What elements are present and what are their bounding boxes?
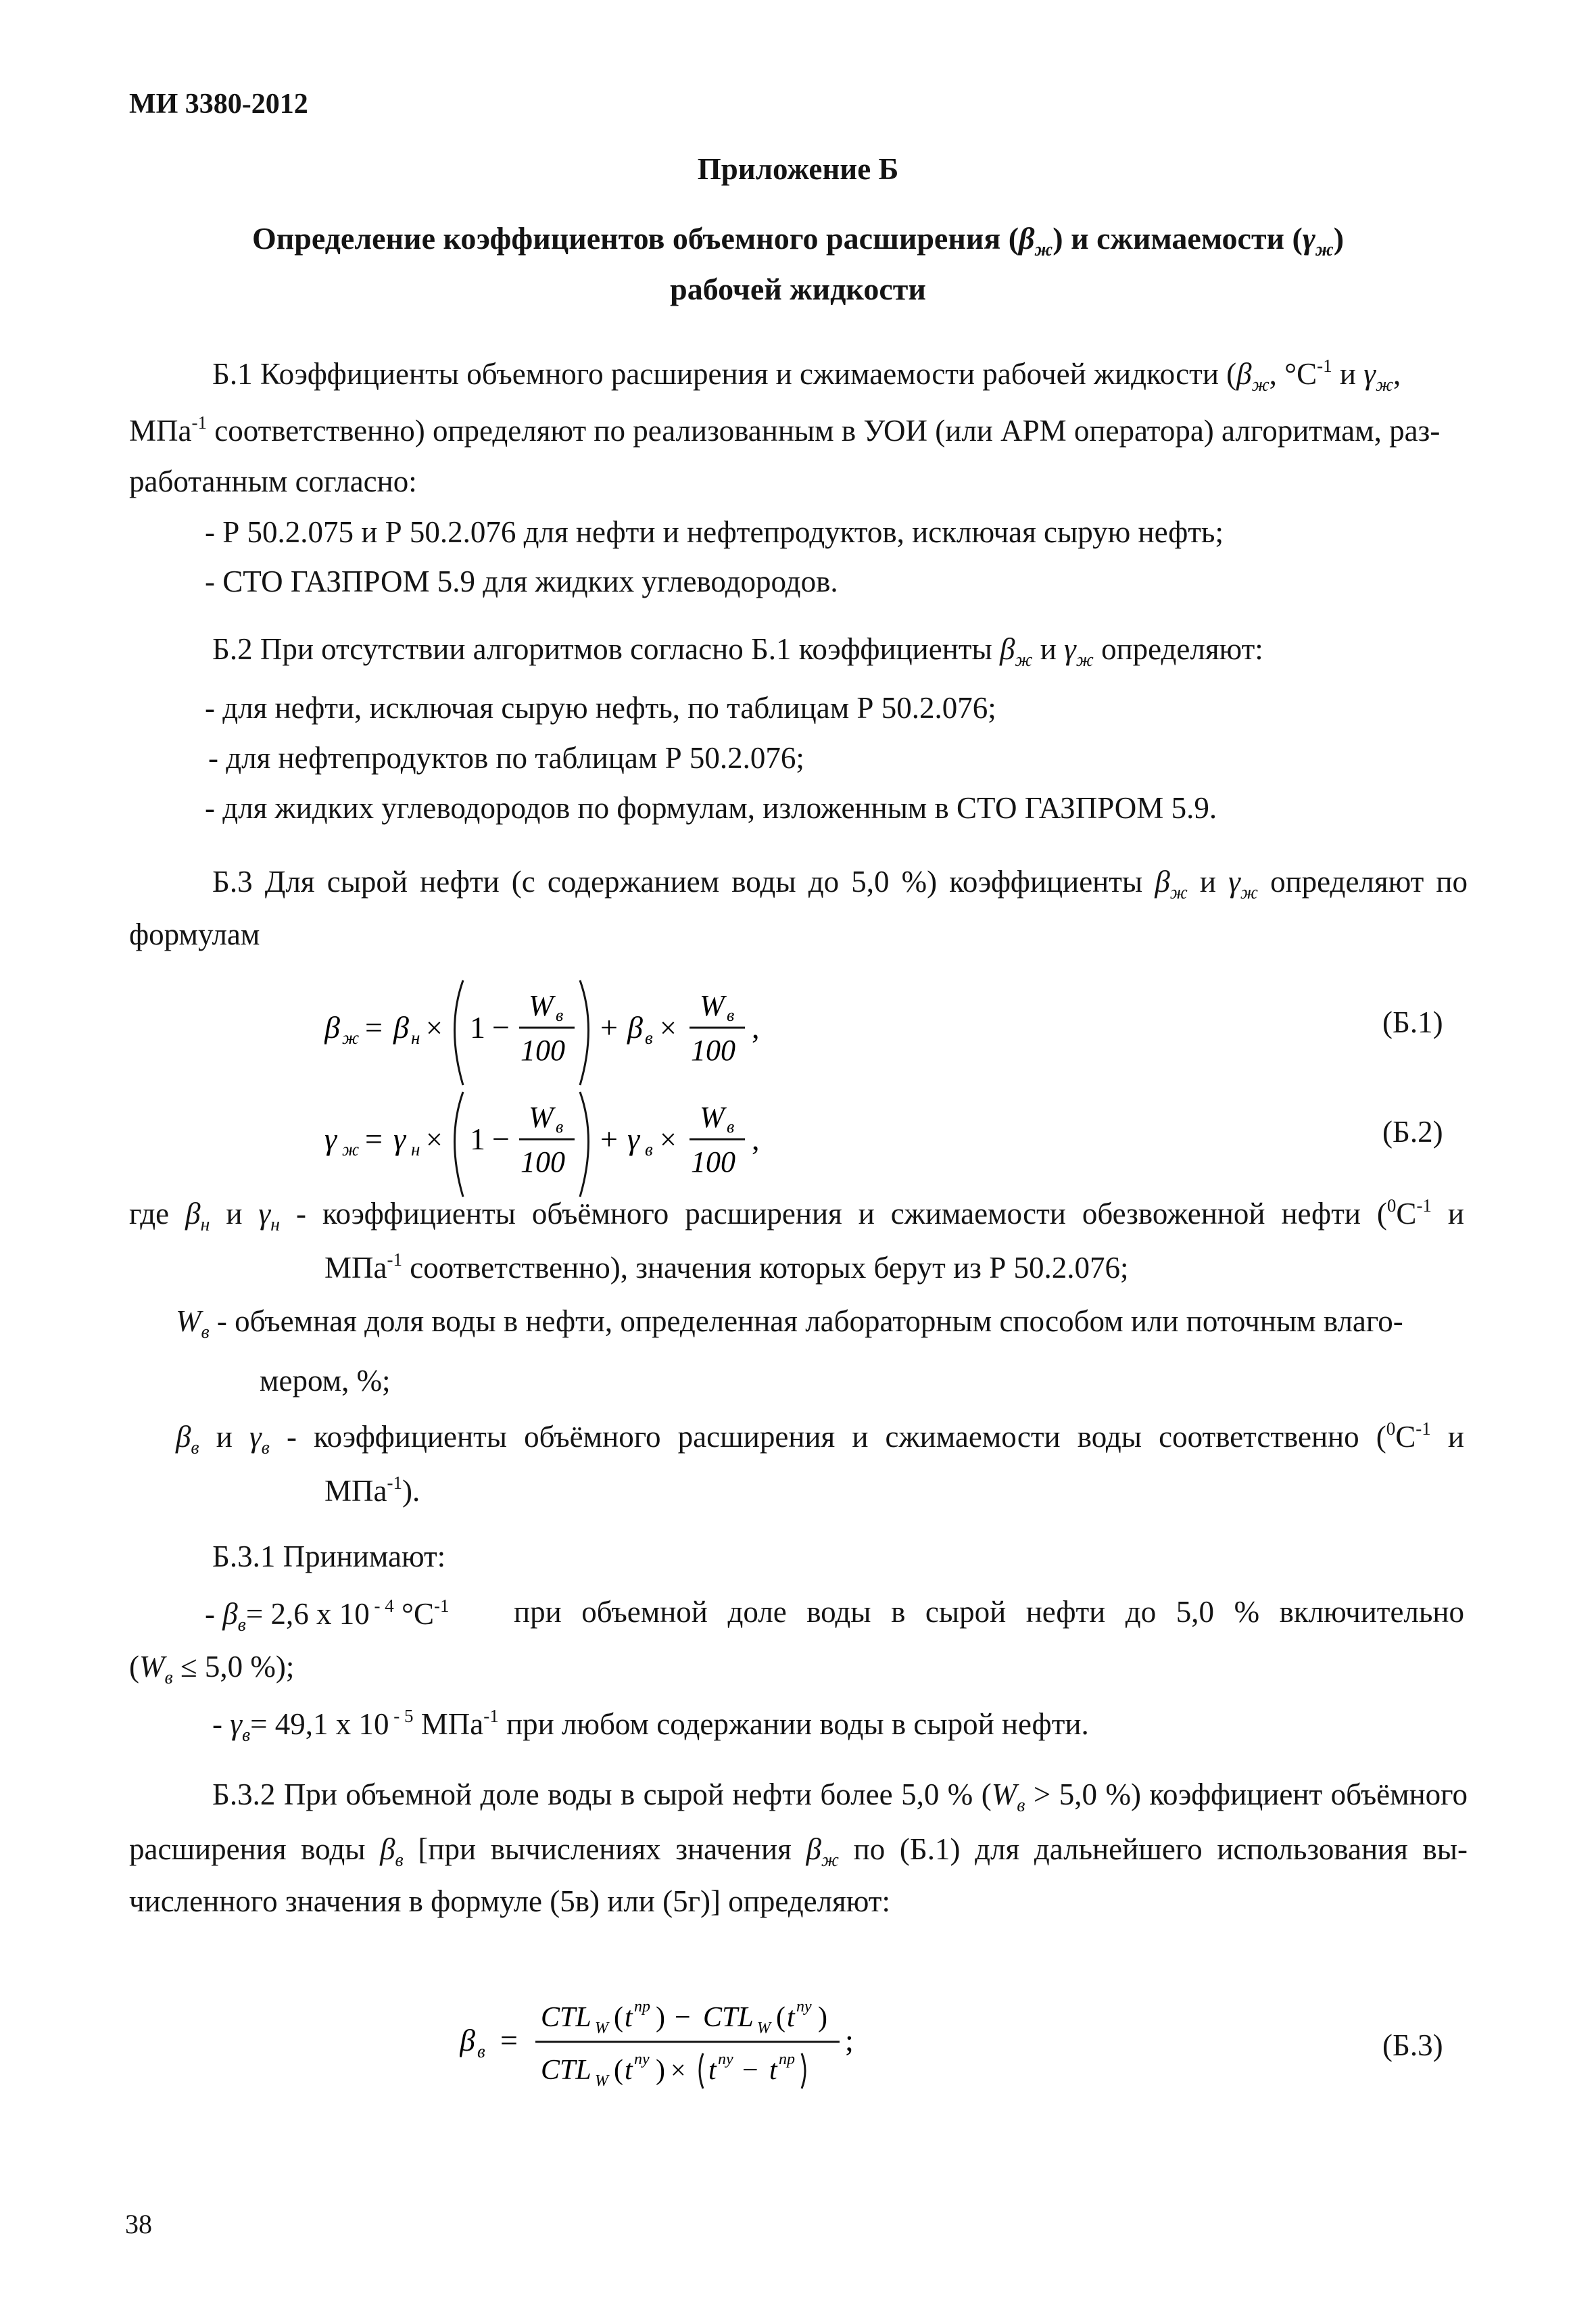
and-text: и (1430, 1420, 1464, 1454)
appendix-title: Приложение Б (697, 152, 899, 186)
b2-text: определяют: (1093, 632, 1263, 666)
gamma-symbol: γ (258, 1197, 271, 1231)
w-symbol: W (139, 1650, 165, 1684)
b1-item2: - СТО ГАЗПРОМ 5.9 для жидких углеводородов. (205, 565, 838, 598)
b1-text: Б.1 Коэффициенты объемного расширения и сжимаемости рабочей жидкости ( (212, 357, 1237, 391)
subscript: в (164, 1667, 173, 1688)
where-text: соответственно), значения которых берут из Р 50.2.076; (410, 1251, 1129, 1285)
unit-text: С (1396, 1197, 1417, 1231)
subscript: в (191, 1437, 199, 1458)
eq-ctl-sub: W (757, 2020, 771, 2037)
eq-100: 100 (691, 1145, 735, 1178)
unit-text: , °С (1269, 357, 1317, 391)
eq-t: t (769, 2055, 777, 2086)
eq-sub: н (411, 1028, 420, 1048)
b32-text: > 5,0 %) коэффициент объёмного (1025, 1777, 1468, 1811)
eq-t-sup: пу (796, 1998, 812, 2015)
eq-beta: β (324, 1010, 340, 1045)
eq-paren: ( (614, 2002, 623, 2033)
eq-one: 1 (470, 1010, 485, 1045)
eq-100: 100 (521, 1145, 565, 1178)
bv-text: ). (402, 1474, 420, 1508)
beta-symbol: β (1236, 357, 1252, 391)
eq-sub: в (477, 2041, 485, 2061)
b2-item3: - для жидких углеводородов по формулам, изложенным в СТО ГАЗПРОМ 5.9. (205, 791, 1217, 825)
right-paren (580, 1092, 589, 1197)
b32-line3: численного значения в формуле (5в) или (5г)] определяют: (129, 1884, 890, 1918)
subscript: ж (1169, 882, 1188, 903)
eq-paren: ) (818, 2002, 827, 2033)
gamma-symbol: γ (1302, 221, 1316, 256)
eq-one: 1 (470, 1122, 485, 1156)
w-symbol: W (991, 1777, 1017, 1811)
eq-t: t (625, 2055, 633, 2086)
eq-beta: β (460, 2023, 475, 2057)
b3-line2: формулам (129, 917, 260, 951)
beta-symbol: β (999, 632, 1015, 666)
unit-text: МПа (324, 1474, 387, 1508)
subscript: ж (1034, 239, 1053, 260)
eq-t-sup: пу (718, 2051, 733, 2068)
wv-line2: мером, %; (260, 1364, 391, 1398)
gamma-symbol: γ (1064, 632, 1076, 666)
eq-plus: + (600, 1122, 618, 1156)
eq-gamma: γ (393, 1122, 406, 1156)
b2-text: Б.2 При отсутствии алгоритмов согласно Б.1 коэффициенты (212, 632, 1000, 666)
eq-minus: − (675, 2002, 691, 2033)
subscript: ж (1240, 882, 1258, 903)
eq-gamma: γ (324, 1122, 337, 1156)
bv-line2 (324, 1474, 420, 1506)
heading-text-2: ) и сжимаемости ( (1053, 221, 1303, 256)
eq-w: W (529, 1101, 554, 1134)
where-line2 (324, 1251, 1128, 1283)
document-number: МИ 3380-2012 (129, 89, 308, 120)
eq-paren: ) (656, 2055, 665, 2086)
and-text: и (1187, 865, 1229, 899)
beta-symbol: β (806, 1832, 821, 1866)
eq-t-sup: пр (779, 2051, 795, 2068)
and-text: и (199, 1420, 249, 1454)
w-symbol: W (176, 1304, 201, 1338)
eq-equals: = (365, 1122, 383, 1156)
bv-line1 (176, 1420, 1464, 1458)
b31-item1 (205, 1597, 449, 1635)
unit-text: °С (393, 1597, 434, 1631)
superscript: -1 (1317, 356, 1332, 376)
eq-b2-label: (Б.2) (1382, 1115, 1443, 1149)
eq-sub: ж (342, 1139, 360, 1160)
eq-sub: в (645, 1139, 653, 1160)
subscript: ж (1251, 375, 1269, 396)
beta-symbol: β (222, 1597, 238, 1631)
subscript: в (201, 1322, 210, 1343)
heading-text-1: Определение коэффициентов объемного расширения ( (251, 221, 1019, 256)
b3-text: определяют по (1257, 865, 1468, 899)
gamma-symbol: γ (1363, 357, 1376, 391)
subscript: ж (1075, 650, 1094, 671)
eq-100: 100 (691, 1034, 735, 1067)
bv-text: - коэффициенты объёмного расширения и сжимаемости воды соответственно ( (269, 1420, 1386, 1454)
subscript: н (200, 1214, 210, 1235)
eq-t: t (708, 2055, 717, 2086)
equation-b3 (460, 1978, 960, 2106)
eq-beta: β (627, 1010, 643, 1045)
gamma-symbol: γ (1228, 865, 1240, 899)
superscript: -1 (433, 1596, 450, 1616)
and-text: и (1332, 357, 1364, 391)
beta-symbol: β (1155, 865, 1170, 899)
eq-w-sub: в (556, 1005, 564, 1025)
value-text: = 2,6 х 10 (245, 1597, 370, 1631)
subscript: в (395, 1850, 404, 1871)
b32-text: расширения воды (129, 1832, 381, 1866)
b32-text: Б.3.2 При объемной доле воды в сырой нефти более 5,0 % ( (212, 1777, 992, 1811)
superscript: -1 (1416, 1418, 1431, 1439)
b31-item1-line2 (129, 1652, 294, 1688)
subscript: в (1017, 1795, 1025, 1816)
value-text: ≤ 5,0 %); (172, 1650, 295, 1684)
eq-equals: = (365, 1010, 383, 1045)
eq-ctl: CTL (703, 2002, 754, 2033)
superscript: -1 (387, 1473, 402, 1493)
superscript: 0 (1386, 1418, 1396, 1439)
gamma-symbol: γ (230, 1707, 242, 1741)
eq-times: × (671, 2055, 686, 2085)
unit-text: МПа (129, 414, 192, 448)
subscript: в (261, 1437, 270, 1458)
eq-minus: − (492, 1122, 510, 1156)
value-text: при любом содержании воды в сырой нефти. (498, 1707, 1089, 1741)
eq-w-sub: в (727, 1005, 735, 1025)
value-text: = 49,1 х 10 (250, 1707, 389, 1741)
b2-line1 (212, 634, 1263, 670)
eq-semicolon: ; (845, 2023, 854, 2057)
superscript: - 5 (389, 1706, 414, 1726)
eq-ctl: CTL (541, 2002, 591, 2033)
eq-t-sup: пр (634, 1998, 650, 2015)
subscript: н (270, 1214, 281, 1235)
unit-text: МПа (324, 1251, 387, 1285)
where-text: - коэффициенты объёмного расширения и сжимаемости обезвоженной нефти ( (280, 1197, 1387, 1231)
beta-symbol: β (176, 1420, 191, 1454)
b1-item1: - Р 50.2.075 и Р 50.2.076 для нефти и нефтепродуктов, исключая сырую нефть; (205, 515, 1224, 549)
beta-symbol: β (185, 1197, 201, 1231)
equation-b2 (324, 1072, 838, 1207)
b1-text: соответственно) определяют по реализованным в УОИ (или АРМ оператора) алгоритмам, раз- (206, 414, 1441, 448)
page-number: 38 (125, 2209, 152, 2239)
eq-times: × (426, 1011, 443, 1045)
eq-b3-label: (Б.3) (1382, 2028, 1443, 2062)
superscript: -1 (1416, 1195, 1432, 1216)
b2-item1: - для нефти, исключая сырую нефть, по таблицам Р 50.2.076; (205, 691, 996, 725)
left-paren (700, 2053, 703, 2089)
wv-text: - объемная доля воды в нефти, определенная лабораторным способом или поточным влаго- (209, 1304, 1403, 1338)
superscript: - 4 (369, 1596, 394, 1616)
eq-minus: − (492, 1010, 510, 1045)
appendix-heading-line1 (0, 223, 1596, 260)
eq-equals: = (500, 2023, 518, 2057)
eq-times: × (660, 1123, 677, 1156)
b3-text: Б.3 Для сырой нефти (с содержанием воды до 5,0 %) коэффициенты (212, 865, 1155, 899)
b2-item2: - для нефтепродуктов по таблицам Р 50.2.076; (208, 741, 804, 775)
eq-sub: в (645, 1028, 653, 1048)
eq-100: 100 (521, 1034, 565, 1067)
subscript: ж (821, 1850, 839, 1871)
appendix-heading-line2: рабочей жидкости (670, 272, 926, 306)
superscript: -1 (387, 1249, 402, 1270)
eq-t-sup: пу (634, 2051, 650, 2068)
superscript: -1 (483, 1706, 499, 1726)
dash: - (205, 1597, 223, 1631)
subscript: ж (1375, 375, 1394, 396)
eq-times: × (660, 1011, 677, 1045)
eq-comma: , (752, 1010, 760, 1045)
b31-item1-text: при объемной доле воды в сырой нефти до 5,0 % включительно (514, 1595, 1464, 1629)
subscript: ж (1315, 239, 1334, 260)
b3-line1 (212, 867, 1468, 903)
right-paren (802, 2053, 805, 2089)
eq-beta: β (393, 1010, 409, 1045)
eq-paren: ( (776, 2002, 785, 2033)
and-text: и (210, 1197, 259, 1231)
eq-w: W (529, 989, 554, 1022)
b32-line2 (129, 1834, 1468, 1870)
eq-comma: , (752, 1122, 760, 1156)
gamma-symbol: γ (249, 1420, 262, 1454)
left-paren (455, 980, 464, 1085)
b31-title: Б.3.1 Принимают: (212, 1540, 446, 1573)
eq-t: t (625, 2002, 633, 2033)
right-paren (580, 980, 589, 1085)
wv-line1 (176, 1306, 1403, 1342)
unit-text: МПа (413, 1707, 484, 1741)
where-text: и (1431, 1197, 1464, 1231)
b1-line2 (129, 414, 1440, 446)
eq-w-sub: в (727, 1117, 735, 1137)
subscript: ж (1015, 650, 1033, 671)
left-paren (455, 1092, 464, 1197)
comma-text: , (1393, 357, 1401, 391)
paren-text: ( (129, 1650, 139, 1684)
b1-line1 (212, 357, 1401, 395)
eq-ctl: CTL (541, 2055, 591, 2086)
superscript: -1 (191, 412, 207, 433)
b32-line1 (212, 1777, 1468, 1816)
eq-minus: − (742, 2055, 758, 2086)
eq-sub: ж (342, 1028, 360, 1048)
beta-symbol: β (380, 1832, 395, 1866)
superscript: 0 (1386, 1195, 1397, 1216)
b1-line3: работанным согласно: (129, 464, 417, 498)
eq-gamma: γ (627, 1122, 640, 1156)
eq-ctl-sub: W (595, 2072, 608, 2090)
where-line1 (129, 1197, 1464, 1235)
dash: - (212, 1707, 231, 1741)
subscript: в (237, 1615, 246, 1636)
and-text: и (1032, 632, 1065, 666)
b32-text: [при вычислениях значения (403, 1832, 806, 1866)
eq-w: W (700, 1101, 725, 1134)
eq-times: × (426, 1123, 443, 1156)
where-text: где (129, 1197, 186, 1231)
eq-plus: + (600, 1010, 618, 1045)
eq-paren: ( (614, 2055, 623, 2086)
b32-text: по (Б.1) для дальнейшего использования вы- (838, 1832, 1468, 1866)
heading-text-3: ) (1333, 221, 1345, 256)
eq-t: t (787, 2002, 795, 2033)
beta-symbol: β (1019, 221, 1035, 256)
subscript: в (241, 1725, 251, 1746)
eq-b1-label: (Б.1) (1382, 1005, 1443, 1039)
eq-ctl-sub: W (595, 2020, 608, 2037)
b31-item2 (212, 1707, 1089, 1745)
eq-w-sub: в (556, 1117, 564, 1137)
eq-w: W (700, 989, 725, 1022)
unit-text: С (1395, 1420, 1416, 1454)
eq-paren: ) (656, 2002, 665, 2033)
eq-sub: н (411, 1139, 420, 1160)
